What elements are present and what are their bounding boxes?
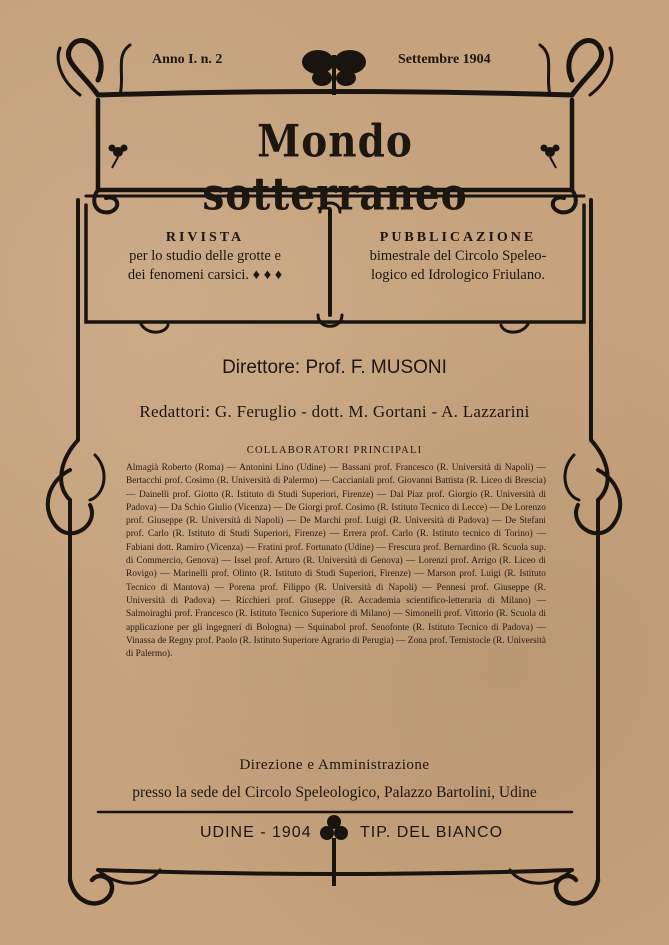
masthead-title: Mondo sotterraneo [202, 115, 468, 221]
editors-line: Redattori: G. Feruglio - dott. M. Gortani - A. Lazzarini [139, 402, 530, 421]
right-column-head: PUBBLICAZIONE [379, 230, 537, 245]
imprint-place-year: UDINE - 1904 [200, 824, 312, 841]
left-column [90, 228, 320, 285]
right-column-line2: logico ed Idrologico Friulano. [371, 267, 545, 283]
butterfly-ornament-icon [302, 50, 366, 95]
issue-number: Anno I. n. 2 [152, 52, 223, 67]
administration-address: presso la sede del Circolo Speleologico, Palazzo Bartolini, Udine [132, 784, 537, 801]
left-column-line1: per lo studio delle grotte e [129, 248, 281, 264]
imprint-printer: TIP. DEL BIANCO [360, 824, 504, 841]
left-column-head: RIVISTA [165, 230, 245, 245]
director-line: Direttore: Prof. F. MUSONI [222, 357, 447, 378]
right-column-line1: bimestrale del Circolo Speleo- [369, 248, 547, 264]
administration-heading: Direzione e Amministrazione [239, 757, 430, 773]
collaborators-heading: COLLABORATORI PRINCIPALI [246, 445, 423, 456]
collaborators-list: Almagià Roberto (Roma) — Antonini Lino (Udine) — Bassani prof. Francesco (R. Università di Napoli) — Bertacchi prof. Cosimo (R. Università di Palermo) — Caccianiali prof. Giovanni Battista (R. Liceo di Brescia) — Dainelli prof. Giotto (R. Istituto di Studi Superiori, Firenze) — Dal Piaz prof. Giorgio (R. Università di Padova) — Da Schio Giulio (Vicenza) — De Giorgi prof. Cosimo (R. Istituto Tecnico di Lecce) — De Lorenzo prof. Giuseppe (R. Università di Napoli) — De Marchi prof. Luigi (R. Università di Padova) — De Stefani prof. Carlo (R. Istituto di Studi Superiori, Firenze) — Errera prof. Carlo (R. Istituto tecnico di Torino) — Fabiani dott. Ramiro (Vicenza) — Fratini prof. Fortunato (Udine) — Frescura prof. Bernardino (R. Scuola sup. di Commercio, Genova) — Issel prof. Arturo (R. Università di Genova) — Lorenzi prof. Arrigo (R. Liceo di Rovigo) — Marinelli prof. Olinto (R. Istituto di Studi Superiori, Firenze) — Marson prof. Luigi (R. Istituto Tecnico di Mantova) — Porena prof. Filippo (R. Università di Napoli) — Pennesi prof. Giuseppe (R. Università di Padova) — Ricchieri prof. Giuseppe (R. Accademia scientifico-letteraria di Milano) — Salmoiraghi prof. Francesco (R. Istituto Tecnico Superiore di Milano) — Simonelli prof. Vittorio (R. Scuola di applicazione per gli ingegneri di Bologna) — Squinabol prof. Senofonte (R. Istituto Tecnico di Padova) — Vinassa de Regny prof. Paolo (R. Istituto Superiore Agrario di Perugia) — Zona prof. Temistocle (R. Università di Palermo). [126, 463, 546, 660]
issue-date: Settembre 1904 [398, 52, 491, 67]
right-column [342, 228, 574, 285]
left-column-line2: dei fenomeni carsici. ♦ ♦ ♦ [127, 267, 283, 283]
